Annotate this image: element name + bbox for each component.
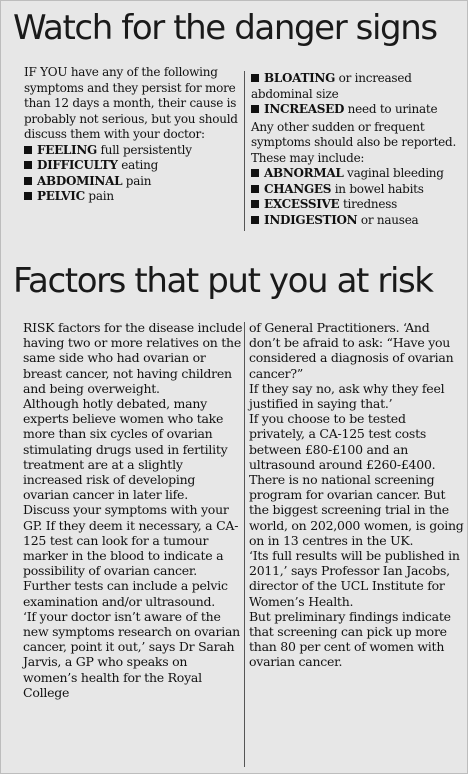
square-bullet-icon	[24, 177, 32, 185]
square-bullet-icon	[251, 200, 259, 208]
danger-signs-left-column	[24, 65, 239, 205]
list-item: ABDOMINAL pain	[24, 174, 239, 190]
paragraph: Although hotly debated, many experts believe women who take more than six cycles of ovarian stimulating drugs used in fertility treatment are at a slightly increased risk of developing ovarian cancer in later life.	[23, 396, 228, 503]
square-bullet-icon	[24, 146, 32, 154]
column-divider	[244, 71, 245, 231]
square-bullet-icon	[251, 216, 259, 224]
paragraph: RISK factors for the disease include having two or more relatives on the same side who had ovarian or breast cancer, not having children and being overweight.	[23, 320, 243, 396]
risk-factors-section	[1, 254, 467, 775]
square-bullet-icon	[251, 169, 259, 177]
list-item: EXCESSIVE tiredness	[251, 197, 466, 213]
symptom-list-right-top	[251, 71, 466, 118]
danger-signs-section	[1, 1, 467, 254]
square-bullet-icon	[24, 161, 32, 169]
danger-signs-headline: Watch for the danger signs	[13, 8, 437, 48]
danger-signs-intro: IF YOU have any of the following symptoms and they persist for more than 12 days a month, their cause is probably not serious, but you should discuss them with your doctor:	[24, 65, 238, 141]
square-bullet-icon	[251, 74, 259, 82]
column-divider	[244, 322, 245, 767]
risk-factors-headline: Factors that put you at risk	[13, 261, 433, 301]
list-item-continuation: abdominal size	[251, 86, 339, 101]
danger-signs-right-column	[251, 71, 466, 228]
list-item: BLOATING or increased	[251, 71, 466, 87]
list-item: DIFFICULTY eating	[24, 158, 239, 174]
list-item: FEELING full persistently	[24, 143, 239, 159]
paragraph: But preliminary findings indicate that screening can pick up more than 80 per cent of women with ovarian cancer.	[249, 608, 451, 670]
list-item: CHANGES in bowel habits	[251, 182, 466, 198]
symptom-list-right-bottom	[251, 166, 466, 228]
risk-factors-left-column	[23, 320, 243, 700]
paragraph: If they say no, ask why they feel justified in saying that.’	[249, 380, 445, 412]
list-item: PELVIC pain	[24, 189, 239, 205]
risk-factors-right-column	[249, 320, 464, 670]
square-bullet-icon	[251, 105, 259, 113]
other-symptoms-intro: Any other sudden or frequent symptoms should also be reported. These may include:	[251, 119, 457, 165]
symptom-list-left	[24, 143, 239, 205]
square-bullet-icon	[24, 192, 32, 200]
paragraph: of General Practitioners. ‘And don’t be afraid to ask: “Have you considered a diagnosis of ovarian cancer?”	[249, 320, 454, 381]
square-bullet-icon	[251, 185, 259, 193]
list-item: ABNORMAL vaginal bleeding	[251, 166, 466, 182]
list-item: INCREASED need to urinate	[251, 102, 466, 118]
paragraph: ‘If your doctor isn’t aware of the new symptoms research on ovarian cancer, point it out,’ says Dr Sarah Jarvis, a GP who speaks on women’s health for the Royal College	[23, 608, 240, 700]
list-item: INDIGESTION or nausea	[251, 213, 466, 229]
paragraph: ‘Its full results will be published in 2011,’ says Professor Ian Jacobs, director of the UCL Institute for Women’s Health.	[249, 548, 460, 609]
paragraph: If you choose to be tested privately, a CA-125 test costs between £80-£100 and an ultrasound around £260-£400. There is no national screening program for ovarian cancer. But the biggest screening trial in the world, on 202,000 women, is going on in 13 centres in the UK.	[249, 411, 464, 548]
paragraph: Discuss your symptoms with your GP. If they deem it necessary, a CA-125 test can look for a tumour marker in the blood to indicate a possibility of ovarian cancer. Further tests can include a pelvic examination and/or ultrasound.	[23, 502, 239, 609]
